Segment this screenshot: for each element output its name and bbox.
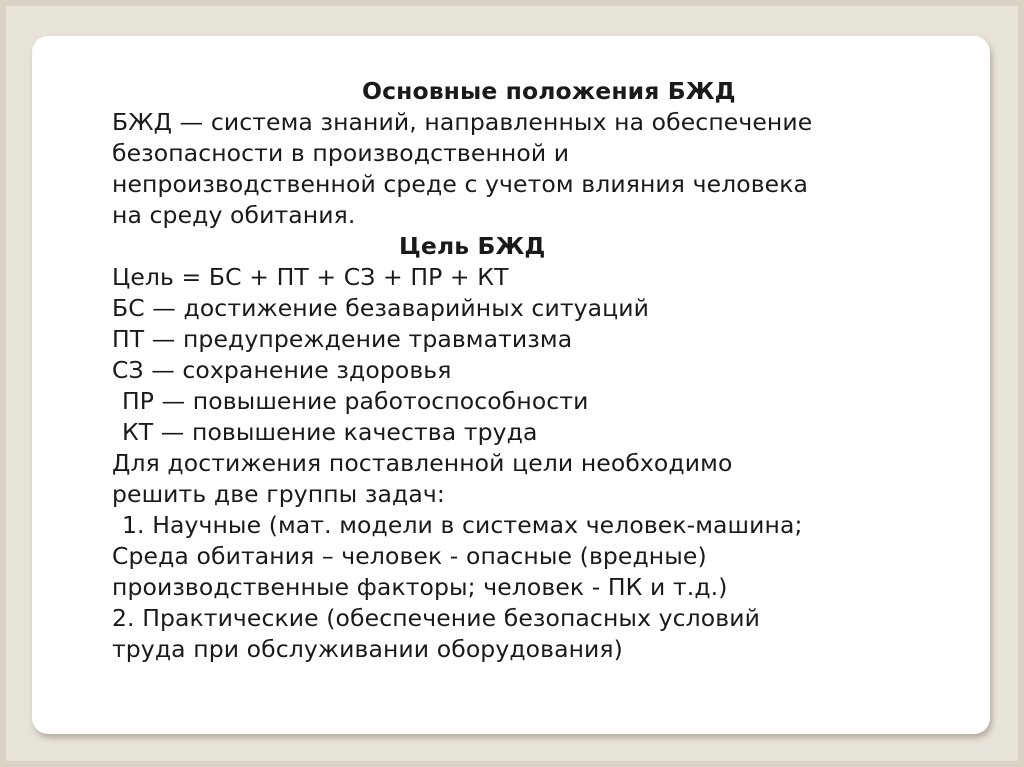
task2-line: труда при обслуживании оборудования) bbox=[112, 635, 623, 663]
definition-line: БЖД — система знаний, направленных на обеспечение bbox=[112, 108, 813, 136]
definition-line: непроизводственной среде с учетом влияния человека bbox=[112, 170, 809, 198]
component-item: ПР — повышение работоспособности bbox=[122, 387, 589, 415]
tasks-intro-line: Для достижения поставленной цели необходимо bbox=[112, 449, 733, 477]
component-item: ПТ — предупреждение травматизма bbox=[112, 325, 573, 353]
goal-heading: Цель БЖД bbox=[399, 232, 546, 260]
task1-line: производственные факторы; человек - ПК и т.д.) bbox=[112, 573, 728, 601]
slide-title: Основные положения БЖД bbox=[362, 77, 736, 105]
task1-line: 1. Научные (мат. модели в системах человек-машина; bbox=[122, 511, 803, 539]
task1-line: Среда обитания – человек - опасные (вредные) bbox=[112, 542, 707, 570]
component-item: СЗ — сохранение здоровья bbox=[112, 356, 452, 384]
tasks-intro-line: решить две группы задач: bbox=[112, 480, 445, 508]
slide-content bbox=[112, 76, 912, 665]
component-item: КТ — повышение качества труда bbox=[122, 418, 538, 446]
component-item: БС — достижение безаварийных ситуаций bbox=[112, 294, 649, 322]
definition-line: на среду обитания. bbox=[112, 201, 356, 229]
definition-line: безопасности в производственной и bbox=[112, 139, 570, 167]
goal-formula: Цель = БС + ПТ + СЗ + ПР + КТ bbox=[112, 263, 509, 291]
task2-line: 2. Практические (обеспечение безопасных условий bbox=[112, 604, 760, 632]
